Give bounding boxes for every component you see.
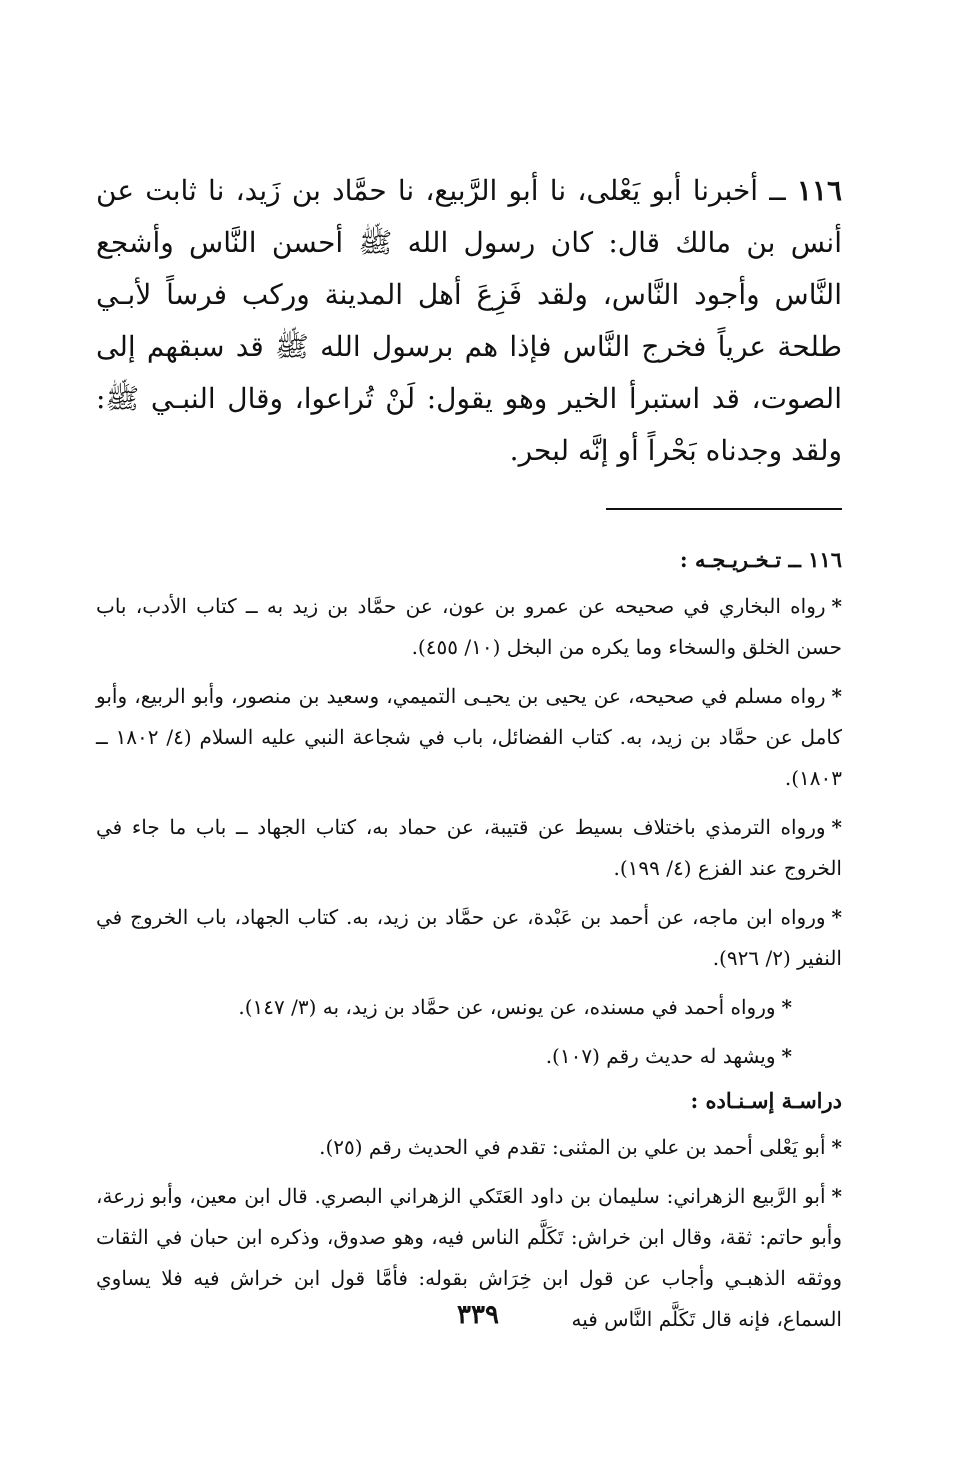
takhrij-list	[96, 586, 842, 1077]
takhrij-heading: ١١٦ ــ تـخـريـجـه :	[679, 547, 842, 572]
isnad-heading: دراسـة إسـنـاده :	[690, 1088, 842, 1113]
star-bullet: *	[831, 1135, 842, 1159]
star-bullet: *	[831, 684, 842, 708]
isnad-item-text: أبو الرَّبيع الزهراني: سليمان بن داود العَتَكي الزهراني البصري. قال ابن معين، وأبو زرعة، وأبو حاتم: ثقة، وقال ابن خراش: تَكَلَّم الناس فيه، وهو صدوق، وذكره ابن حبان في الثقات ووثقه الذهبـي وأجاب عن قول ابن خِرَاش بقوله: فأمَّا قول ابن خراش فيه فلا يساوي السماع، فإنه قال تَكَلَّم النَّاس فيه	[96, 1184, 842, 1331]
star-bullet: *	[781, 995, 792, 1019]
takhrij-item-text: ورواه الترمذي باختلاف بسيط عن قتيبة، عن حماد به، كتاب الجهاد ــ باب ما جاء في الخروج عند الفزع (٤/ ١٩٩).	[96, 815, 842, 880]
footnote-separator	[606, 508, 842, 510]
takhrij-item	[96, 676, 842, 799]
takhrij-item	[96, 807, 842, 889]
star-bullet: *	[831, 905, 842, 929]
takhrij-item	[96, 987, 842, 1028]
hadith-text: ــ أخبرنا أبو يَعْلى، نا أبو الرَّبيع، نا حمَّاد بن زَيد، نا ثابت عن أنس بن مالك قال: كان رسول الله ﷺ أحسن النَّاس وأشجع النَّاس وأجود النَّاس، ولقد فَزِعَ أهل المدينة وركب فرساً لأبـي طلحة عرياً فخرج النَّاس فإذا هم برسول الله ﷺ قد سبقهم إلى الصوت، قد استبرأ الخير وهو يقول: لَنْ تُراعوا، وقال النبـي ﷺ: ولقد وجدناه بَحْراً أو إنَّه لبحر.	[96, 174, 842, 467]
takhrij-item-text: رواه مسلم في صحيحه، عن يحيى بن يحيـى التميمي، وسعيد بن منصور، وأبو الربيع، وأبو كامل عن حمَّاد بن زيد، به. كتاب الفضائل، باب في شجاعة النبي عليه السلام (٤/ ١٨٠٢ ــ ١٨٠٣).	[96, 684, 842, 790]
hadith-paragraph	[96, 165, 842, 477]
takhrij-item	[96, 586, 842, 668]
takhrij-item-text: رواه البخاري في صحيحه عن عمرو بن عون، عن حمَّاد بن زيد به ــ كتاب الأدب، باب حسن الخلق والسخاء وما يكره من البخل (١٠/ ٤٥٥).	[96, 594, 842, 659]
takhrij-item	[96, 1036, 842, 1077]
takhrij-item-text: ورواه أحمد في مسنده، عن يونس، عن حمَّاد بن زيد، به (٣/ ١٤٧).	[238, 995, 776, 1019]
star-bullet: *	[831, 594, 842, 618]
takhrij-item-text: ورواه ابن ماجه، عن أحمد بن عَبْدة، عن حمَّاد بن زيد، به. كتاب الجهاد، باب الخروج في النفير (٢/ ٩٢٦).	[96, 905, 842, 970]
star-bullet: *	[831, 1184, 842, 1208]
star-bullet: *	[781, 1044, 792, 1068]
star-bullet: *	[831, 815, 842, 839]
page-number: ٣٣٩	[457, 1300, 499, 1330]
hadith-number: ١١٦	[796, 174, 842, 207]
isnad-item	[96, 1127, 842, 1168]
takhrij-item	[96, 897, 842, 979]
takhrij-item-text: ويشهد له حديث رقم (١٠٧).	[545, 1044, 776, 1068]
page-content	[96, 165, 842, 1340]
isnad-item-text: أبو يَعْلى أحمد بن علي بن المثنى: تقدم في الحديث رقم (٢٥).	[319, 1135, 826, 1159]
